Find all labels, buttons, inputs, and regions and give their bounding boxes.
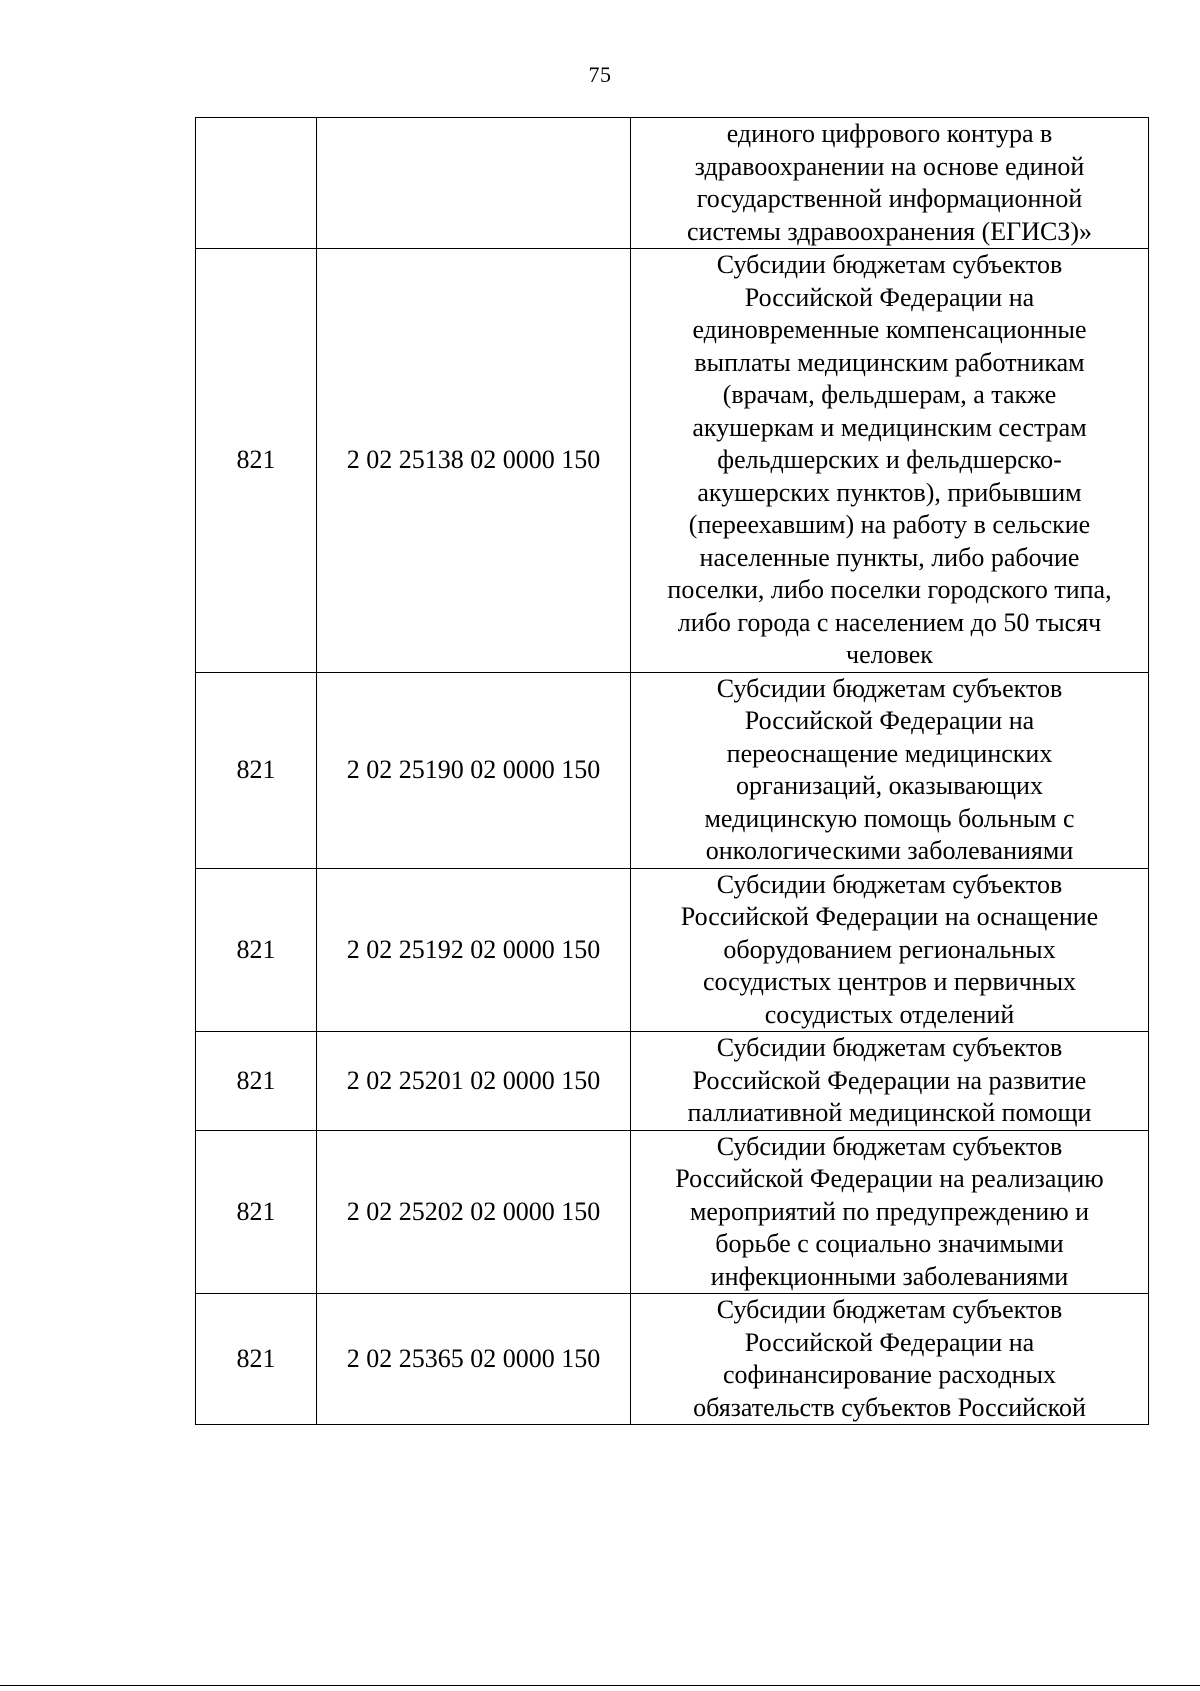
description-cell bbox=[631, 1130, 1149, 1294]
budget-code-cell: 2 02 25190 02 0000 150 bbox=[317, 672, 631, 868]
description-text: Субсидии бюджетам субъектов Российской Федерации на оснащение оборудованием региональных сосудистых центров и первичных сосудистых отделений bbox=[680, 869, 1099, 1029]
description-cell bbox=[631, 672, 1149, 868]
page-number: 75 bbox=[588, 62, 612, 87]
table-row bbox=[196, 672, 1149, 868]
description-text: единого цифрового контура в здравоохранении на основе единой государственной информационной системы здравоохранения (ЕГИСЗ)» bbox=[687, 119, 1092, 246]
admin-code-cell: 821 bbox=[196, 249, 317, 673]
budget-code-cell bbox=[317, 118, 631, 249]
admin-code-cell: 821 bbox=[196, 1130, 317, 1294]
budget-code-cell: 2 02 25192 02 0000 150 bbox=[317, 868, 631, 1032]
budget-code-cell: 2 02 25202 02 0000 150 bbox=[317, 1130, 631, 1294]
description-cell bbox=[631, 868, 1149, 1032]
bottom-rule bbox=[0, 1685, 1200, 1686]
description-cell bbox=[631, 249, 1149, 673]
table-row bbox=[196, 868, 1149, 1032]
budget-code-cell: 2 02 25201 02 0000 150 bbox=[317, 1032, 631, 1131]
description-text: Субсидии бюджетам субъектов Российской Федерации на софинансирование расходных обязательств субъектов Российской bbox=[693, 1295, 1086, 1422]
table-row bbox=[196, 1130, 1149, 1294]
table-body bbox=[196, 118, 1149, 1425]
description-cell bbox=[631, 1294, 1149, 1425]
table-row bbox=[196, 1032, 1149, 1131]
admin-code-cell: 821 bbox=[196, 1294, 317, 1425]
description-text: Субсидии бюджетам субъектов Российской Федерации на переоснащение медицинских организаций, оказывающих медицинскую помощь больным с онкологическими заболеваниями bbox=[704, 673, 1075, 865]
description-text: Субсидии бюджетам субъектов Российской Федерации на единовременные компенсационные выплаты медицинским работникам (врачам, фельдшерам, а также акушеркам и медицинским сестрам фельдшерских и фельдшерско- акушерских пунктов), прибывшим (переехавшим) на работу в сельские населенные пункты, либо рабочие поселки, либо поселки городского типа, либо города с населением до 50 тысяч человек bbox=[667, 250, 1112, 669]
description-text: Субсидии бюджетам субъектов Российской Федерации на реализацию мероприятий по предупреждению и борьбе с социально значимыми инфекционными заболеваниями bbox=[675, 1131, 1104, 1291]
description-cell bbox=[631, 1032, 1149, 1131]
admin-code-cell: 821 bbox=[196, 868, 317, 1032]
admin-code-cell bbox=[196, 118, 317, 249]
description-cell bbox=[631, 118, 1149, 249]
table-row bbox=[196, 118, 1149, 249]
admin-code-cell: 821 bbox=[196, 672, 317, 868]
description-text: Субсидии бюджетам субъектов Российской Федерации на развитие паллиативной медицинской помощи bbox=[687, 1033, 1092, 1127]
table-row bbox=[196, 1294, 1149, 1425]
budget-code-cell: 2 02 25138 02 0000 150 bbox=[317, 249, 631, 673]
budget-codes-table bbox=[195, 117, 1149, 1425]
budget-code-cell: 2 02 25365 02 0000 150 bbox=[317, 1294, 631, 1425]
admin-code-cell: 821 bbox=[196, 1032, 317, 1131]
table-row bbox=[196, 249, 1149, 673]
